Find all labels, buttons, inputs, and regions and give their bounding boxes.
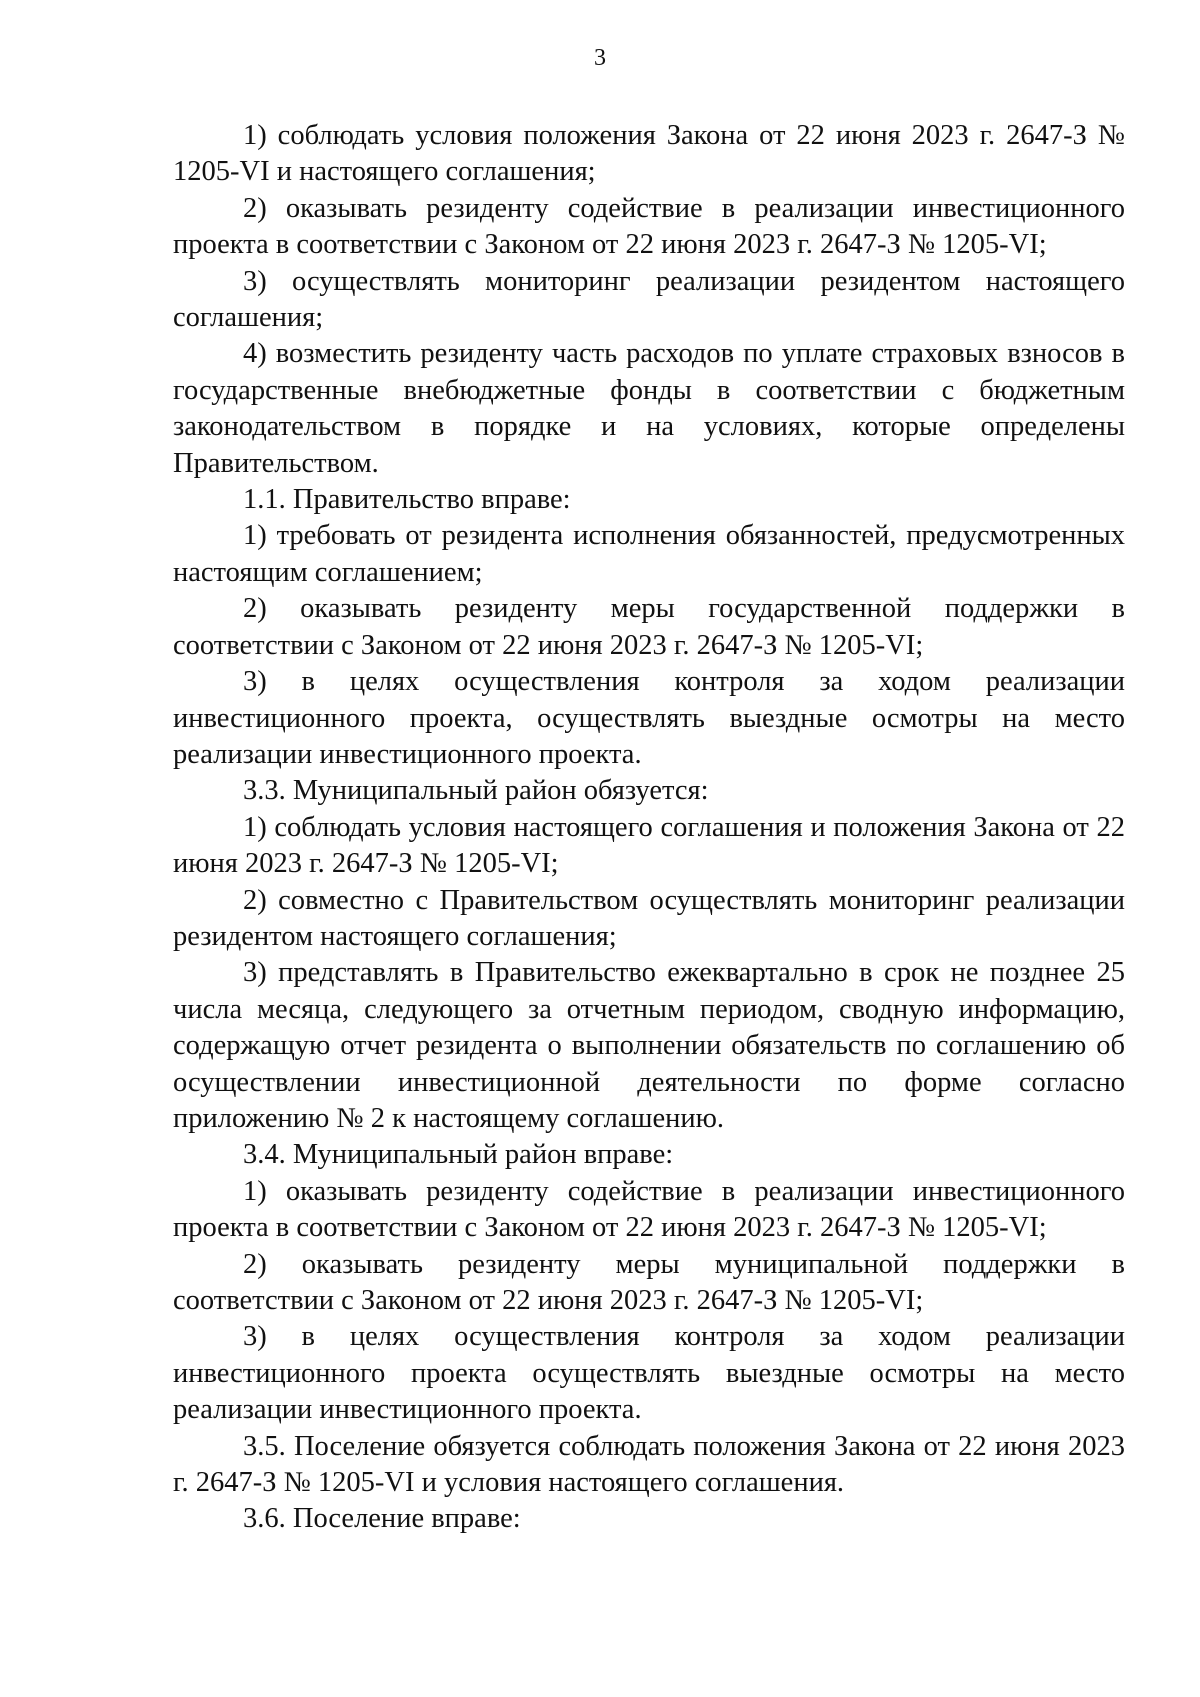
section-heading-3-5: 3.5. Поселение обязуется соблюдать положения Закона от 22 июня 2023 г. 2647-З № 1205-VI и условия настоящего соглашения. bbox=[173, 1430, 1125, 1499]
section-heading-1-1: 1.1. Правительство вправе: bbox=[243, 484, 571, 516]
paragraph-16: 3) в целях осуществления контроля за ходом реализации инвестиционного проекта осуществлять выездные осмотры на место реализации инвестиционного проекта. bbox=[173, 1321, 1125, 1426]
section-heading-3-3: 3.3. Муниципальный район обязуется: bbox=[243, 775, 709, 807]
section-heading-3-6: 3.6. Поселение вправе: bbox=[243, 1503, 521, 1535]
paragraph-7: 2) оказывать резиденту меры государственной поддержки в соответствии с Законом от 22 июня 2023 г. 2647-З № 1205-VI; bbox=[173, 593, 1125, 661]
page-number: 3 bbox=[594, 45, 606, 71]
document-body bbox=[173, 118, 1125, 1538]
paragraph-2: 2) оказывать резиденту содействие в реализации инвестиционного проекта в соответствии с Законом от 22 июня 2023 г. 2647-З № 1205-VI; bbox=[173, 192, 1125, 261]
paragraph-8: 3) в целях осуществления контроля за ходом реализации инвестиционного проекта, осуществлять выездные осмотры на место реализации инвестиционного проекта. bbox=[173, 666, 1125, 770]
paragraph-6: 1) требовать от резидента исполнения обязанностей, предусмотренных настоящим соглашением; bbox=[173, 520, 1125, 588]
paragraph-4: 4) возместить резиденту часть расходов по уплате страховых взносов в государственные внебюджетные фонды в соответствии с бюджетным законодательством в порядке и на условиях, которые определены Правительством. bbox=[173, 338, 1125, 479]
paragraph-15: 2) оказывать резиденту меры муниципальной поддержки в соответствии с Законом от 22 июня 2023 г. 2647-З № 1205-VI; bbox=[173, 1248, 1125, 1316]
paragraph-1: 1) соблюдать условия положения Закона от 22 июня 2023 г. 2647-З № 1205-VI и настоящего соглашения; bbox=[173, 120, 1125, 188]
paragraph-14: 1) оказывать резиденту содействие в реализации инвестиционного проекта в соответствии с Законом от 22 июня 2023 г. 2647-З № 1205-VI; bbox=[173, 1175, 1125, 1244]
paragraph-3: 3) осуществлять мониторинг реализации резидентом настоящего соглашения; bbox=[173, 265, 1125, 334]
paragraph-10: 1) соблюдать условия настоящего соглашения и положения Закона от 22 июня 2023 г. 2647-З № 1205-VI; bbox=[173, 811, 1125, 880]
paragraph-12: 3) представлять в Правительство ежеквартально в срок не позднее 25 числа месяца, следующего за отчетным периодом, сводную информацию, содержащую отчет резидента о выполнении обязательств по соглашению об осуществлении инвестиционной деятельности по форме согласно приложению № 2 к настоящему соглашению. bbox=[173, 957, 1125, 1134]
paragraph-11: 2) совместно с Правительством осуществлять мониторинг реализации резидентом настоящего соглашения; bbox=[173, 884, 1125, 952]
section-heading-3-4: 3.4. Муниципальный район вправе: bbox=[243, 1139, 674, 1171]
